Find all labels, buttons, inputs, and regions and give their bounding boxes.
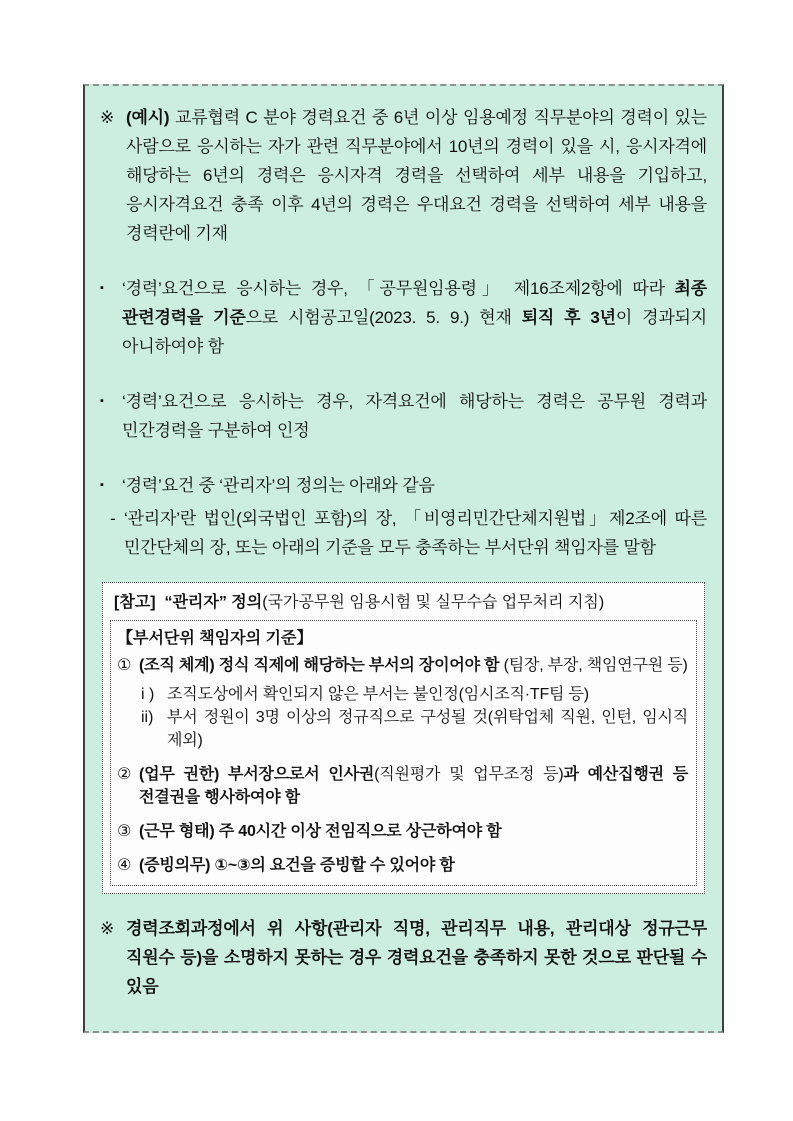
circled-4-marker: ④ [117, 857, 132, 874]
sub-i-text: 조직도상에서 확인되지 않은 부서는 불인정(임시조직·TF팀 등) [167, 686, 589, 703]
item2-mid: (직원평가 및 업무조정 등) [374, 766, 564, 783]
reference-source: (국가공무원 임용시험 및 실무수습 업무처리 지침) [262, 594, 605, 611]
item1-bold: (조직 체계) 정식 직제에 해당하는 부서의 장이어야 함 [139, 657, 500, 674]
example-label: (예시) [126, 108, 170, 127]
example-note-text [126, 103, 707, 248]
final-note-text: 경력조회과정에서 위 사항(관리자 직명, 관리직무 내용, 관리대상 정규근무 직원수 등)을 소명하지 못하는 경우 경력요건을 충족하지 못한 것으로 판단될 수 있음 [126, 919, 707, 996]
bullet-icon: ▪ [100, 479, 104, 491]
bullet-text [122, 274, 707, 361]
circled-3-marker: ③ [117, 823, 132, 840]
sub-ii-text: 부서 정원이 3명 이상의 정규직으로 구성될 것(위탁업체 직원, 인턴, 임시직 제외) [167, 709, 688, 749]
criteria-item-1-sub-ii [141, 706, 688, 752]
criteria-item-2 [117, 763, 688, 809]
bullet-text: ‘경력’요건으로 응시하는 경우, 자격요건에 해당하는 경력은 공무원 경력과 민간경력을 구분하여 인정 [122, 392, 707, 440]
item4-bold: (증빙의무) ①~③의 요건을 증빙할 수 있어야 함 [139, 857, 455, 874]
dash-marker: - [110, 509, 116, 528]
b1-seg1: ‘경력’요건으로 응시하는 경우, 「공무원임용령」 제16조제2항에 따라 [122, 279, 675, 298]
criteria-item-3 [117, 820, 688, 843]
reference-header [114, 591, 695, 615]
circled-2-marker: ② [117, 766, 132, 783]
reference-mark: ※ [100, 919, 115, 938]
circled-1-marker: ① [117, 657, 132, 674]
reference-label: [참고] [114, 594, 156, 611]
criteria-item-4 [117, 854, 688, 877]
item1-rest: (팀장, 부장, 책임연구원 등) [499, 657, 688, 674]
bullet-icon: ▪ [100, 395, 104, 407]
b1-seg5: 이 경과되지 아니하여야 함 [122, 308, 708, 356]
criteria-box [110, 620, 697, 886]
criteria-item-1-sub-i [141, 683, 688, 706]
notice-box [83, 84, 724, 1033]
criteria-item-text [139, 654, 688, 677]
criteria-title: 【부서단위 책임자의 기준】 [117, 630, 313, 647]
b1-seg3: 으로 시험공고일(2023. 5. 9.) 현재 [245, 308, 522, 327]
criteria-item-text [139, 820, 688, 843]
example-note [100, 103, 707, 248]
sub-item-text: ‘관리자’란 법인(외국법인 포함)의 장, 「비영리민간단체지원법」제2조에 따른 민간단체의 장, 또는 아래의 기준을 모두 충족하는 부서단위 책임자를 말함 [124, 509, 707, 557]
reference-title: “관리자” 정의 [164, 594, 263, 611]
bullet-text: ‘경력’요건 중 ‘관리자’의 정의는 아래와 같음 [122, 476, 435, 495]
item3-bold: (근무 형태) 주 40시간 이상 전임직으로 상근하여야 함 [139, 823, 502, 840]
manager-definition-detail [110, 504, 707, 562]
b1-seg2-bold: 최종 관련경력을 기준 [122, 279, 707, 327]
criteria-item-text [139, 763, 688, 809]
bullet-icon: ▪ [100, 282, 104, 294]
bullet-career-classification [100, 387, 707, 445]
roman-i-marker: i ) [141, 686, 155, 703]
item2-bold2: 과 예산집행권 등 전결권을 행사하여야 함 [139, 766, 688, 806]
bullet-career-requirement-deadline [100, 274, 707, 361]
bullet-manager-definition [100, 471, 707, 500]
reference-note-box [102, 582, 705, 894]
b1-seg4-bold: 퇴직 후 3년 [521, 308, 616, 327]
criteria-item-text [139, 854, 688, 877]
example-body: 교류협력 C 분야 경력요건 중 6년 이상 임용예정 직무분야의 경력이 있는 사람으로 응시하는 자가 관련 직무분야에서 10년의 경력이 있을 시, 응시자격에 해당하는 6년의 경력은 응시자격 경력을 선택하여 세부 내용을 기입하고, 응시자격요건 충족 이후 4년의 경력은 우대요건 경력을 선택하여 세부 내용을 경력란에 기재 [126, 108, 708, 243]
reference-mark: ※ [100, 108, 115, 127]
criteria-item-1 [117, 654, 688, 677]
roman-ii-marker: ii) [141, 709, 154, 726]
item2-bold1: (업무 권한) 부서장으로서 인사권 [139, 766, 375, 783]
final-warning-note [100, 914, 707, 1001]
